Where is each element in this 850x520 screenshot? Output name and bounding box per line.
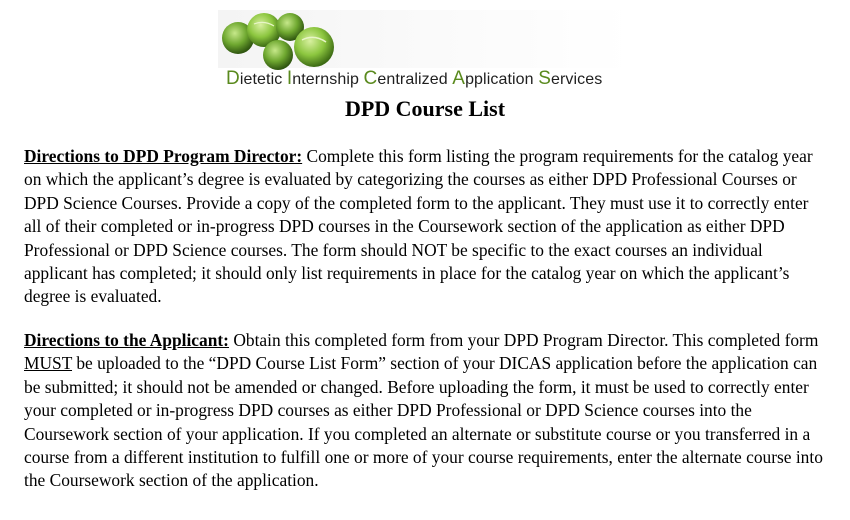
logo-cap-letter: A [452,68,466,89]
logo-cap-letter: I [286,68,293,89]
logo-word-rest: entralized [377,71,453,88]
logo-word-rest: nternship [292,71,364,88]
logo-wordmark [226,68,602,90]
dicas-logo [218,10,638,90]
must-emphasis: MUST [24,353,73,374]
brussels-sprouts-icon [218,10,348,72]
applicant-directions-body-end: be uploaded to the “DPD Course List Form” section of your DICAS application before the application can be submitted; it should not be amended or changed. Before uploading the form, it must be used to correctly enter your completed or in-progress DPD courses as either DPD Professional or DPD Science courses into the Coursework section of your application. If you completed an alternate or substitute course or you transferred in a course from a different institution to fulfill one or more of your course requirements, enter the alternate course into the Coursework section of the application. [24,353,823,491]
director-directions-body: Complete this form listing the program requirements for the catalog year on which the applicant’s degree is evaluated by categorizing the courses as either DPD Professional Courses or DPD Science Courses. Provide a copy of the completed form to the applicant. They must use it to correctly enter all of their completed or in-progress DPD courses in the Coursework section of the application as either DPD Professional or DPD Science courses. The form should NOT be specific to the exact courses an individual applicant has completed; it should only list requirements in place for the catalog year on which the applicant’s degree is evaluated. [24,146,813,307]
applicant-directions-body-start: Obtain this completed form from your DPD Program Director. This completed form [228,330,819,350]
logo-cap-letter: S [538,68,551,89]
logo-word-rest: ervices [551,71,603,88]
applicant-directions-heading: Directions to the Applicant: [24,330,229,350]
page-title: DPD Course List [344,96,506,121]
logo-cap-letter: C [363,68,378,89]
applicant-directions-paragraph [24,329,824,493]
logo-word-rest: ietetic [239,71,287,88]
logo-cap-letter: D [226,68,240,89]
sprout-shape [294,27,334,67]
director-directions-paragraph [24,145,824,309]
logo-word-rest: pplication [465,71,539,88]
director-directions-heading: Directions to DPD Program Director: [24,146,303,166]
sprout-shape [263,40,293,70]
